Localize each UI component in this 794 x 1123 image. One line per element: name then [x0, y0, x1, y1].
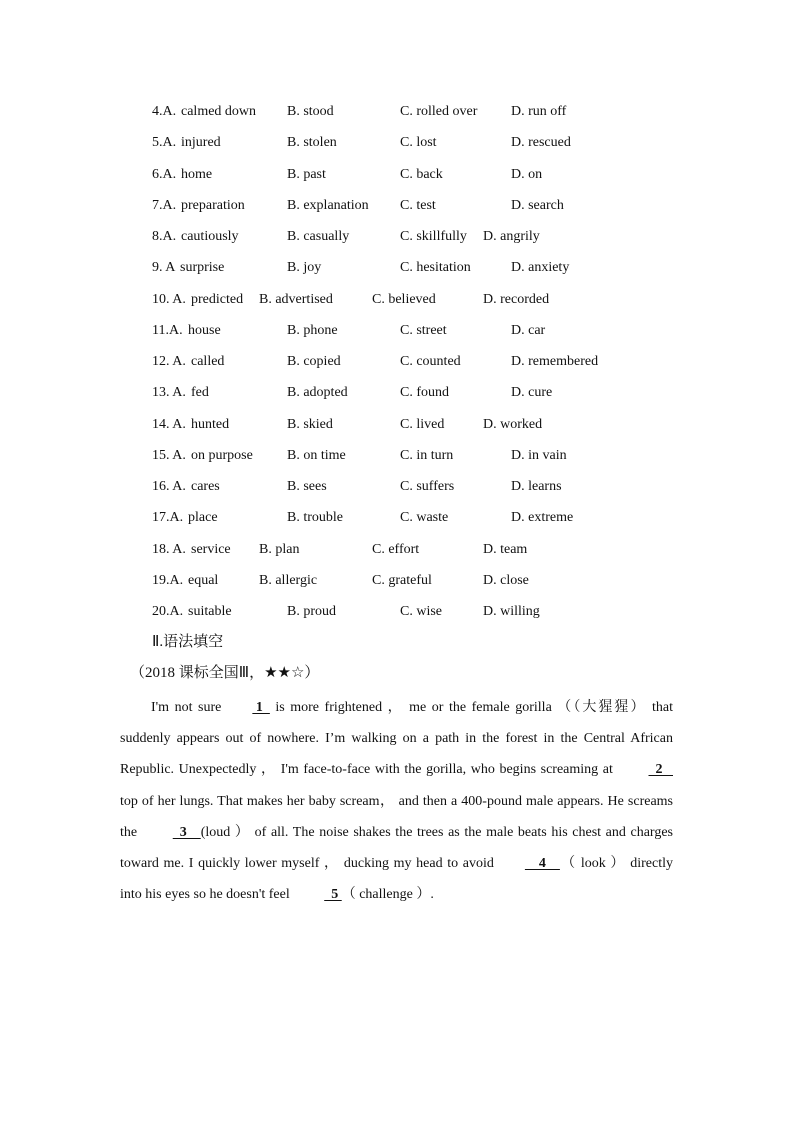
- option-d: D. willing: [483, 604, 540, 619]
- option-b: B. stood: [287, 104, 334, 119]
- option-c: C. suffers: [400, 479, 455, 494]
- blank-4: 4: [524, 856, 560, 872]
- option-a: predicted: [191, 291, 244, 307]
- question-number: 19.A.: [152, 572, 184, 588]
- option-b: B. casually: [287, 229, 350, 244]
- option-b: B. copied: [287, 354, 341, 369]
- option-a: called: [191, 354, 225, 369]
- option-a: preparation: [181, 197, 245, 213]
- option-a: service: [191, 541, 231, 557]
- option-d: D. close: [483, 572, 529, 588]
- option-d: D. remembered: [511, 354, 599, 369]
- option-d: D. worked: [483, 416, 543, 432]
- option-a: surprise: [180, 260, 225, 276]
- option-d: D. car: [511, 322, 546, 338]
- option-d: D. angrily: [483, 229, 540, 244]
- option-c: C. street: [400, 322, 447, 338]
- question-number: 13. A.: [152, 385, 186, 401]
- question-number: 4.A.: [152, 104, 177, 119]
- option-d: D. run off: [511, 104, 567, 119]
- blank-3: 3: [172, 824, 201, 840]
- option-a: calmed down: [181, 104, 257, 119]
- blank-5: 5: [324, 887, 342, 903]
- option-a: home: [181, 166, 213, 182]
- option-d: D. team: [483, 541, 528, 557]
- question-number: 16. A.: [152, 479, 186, 494]
- option-a: on purpose: [191, 447, 253, 463]
- option-c: C. lived: [400, 416, 445, 432]
- option-a: place: [188, 510, 218, 526]
- question-number: 5.A.: [152, 135, 177, 151]
- option-c: C. waste: [400, 510, 449, 526]
- passage-text: is more frightened ， me or the female gorilla （（大猩猩） that suddenly appears out of nowhere. I’m walking on a path in the forest in the Central African Republic. Unexpectedly ， I'm face-to-face with the gorilla, who begins screaming at: [120, 700, 674, 778]
- option-b: B. past: [287, 166, 326, 182]
- option-a: cautiously: [181, 229, 239, 244]
- question-number: 18. A.: [152, 541, 186, 557]
- question-number: 8.A.: [152, 229, 177, 244]
- option-c: C. effort: [372, 541, 420, 557]
- option-b: B. skied: [287, 416, 333, 432]
- question-number: 17.A.: [152, 510, 184, 526]
- passage-text: (loud ） of all. The noise shakes the trees as the male beats his chest and charges toward me. I quickly lower myself ， ducking my head to avoid: [120, 824, 673, 872]
- option-a: hunted: [191, 416, 230, 432]
- option-a: fed: [191, 385, 209, 401]
- option-d: D. cure: [511, 385, 553, 401]
- option-b: B. proud: [287, 604, 336, 619]
- question-number: 11.A.: [152, 322, 183, 338]
- question-number: 12. A.: [152, 354, 186, 369]
- option-c: C. hesitation: [400, 260, 471, 276]
- blank-1: 1: [252, 700, 270, 715]
- option-c: C. believed: [372, 291, 436, 307]
- question-number: 14. A.: [152, 416, 186, 432]
- option-d: D. extreme: [511, 510, 574, 526]
- option-c: C. back: [400, 166, 443, 182]
- option-a: suitable: [188, 604, 232, 619]
- option-b: B. explanation: [287, 197, 369, 213]
- option-a: equal: [188, 572, 219, 588]
- grammar-passage: [120, 692, 673, 910]
- passage-text: I'm not sure: [151, 700, 222, 715]
- option-a: injured: [181, 135, 221, 151]
- option-c: C. counted: [400, 354, 461, 369]
- question-number: 10. A.: [152, 291, 186, 307]
- option-b: B. advertised: [259, 291, 333, 307]
- question-number: 9. A: [152, 260, 176, 276]
- option-a: cares: [191, 479, 220, 494]
- option-b: B. plan: [259, 541, 300, 557]
- option-d: D. in vain: [511, 447, 567, 463]
- option-c: C. wise: [400, 604, 442, 619]
- question-number: 15. A.: [152, 447, 186, 463]
- passage-text: top of her lungs. That makes her baby scream， and then a 400-pound male appears. He screams the: [120, 793, 673, 840]
- option-d: D. anxiety: [511, 260, 570, 276]
- option-b: B. adopted: [287, 385, 348, 401]
- section-source: （2018 课标全国Ⅲ，★★☆）: [130, 665, 320, 681]
- option-b: B. trouble: [287, 510, 343, 526]
- option-d: D. on: [511, 166, 543, 182]
- option-c: C. test: [400, 197, 436, 213]
- option-b: B. sees: [287, 479, 327, 494]
- option-b: B. allergic: [259, 572, 318, 588]
- option-a: house: [188, 322, 221, 338]
- option-c: C. skillfully: [400, 229, 467, 244]
- section-heading: Ⅱ.语法填空: [152, 634, 224, 650]
- option-c: C. in turn: [400, 447, 454, 463]
- option-d: D. search: [511, 197, 564, 213]
- option-d: D. learns: [511, 479, 562, 494]
- question-number: 6.A.: [152, 166, 177, 182]
- option-b: B. phone: [287, 322, 338, 338]
- option-c: C. lost: [400, 135, 437, 151]
- option-b: B. stolen: [287, 135, 337, 151]
- blank-2: 2: [648, 762, 673, 778]
- question-number: 20.A.: [152, 604, 184, 619]
- option-c: C. rolled over: [400, 104, 478, 119]
- option-c: C. found: [400, 385, 449, 401]
- question-number: 7.A.: [152, 197, 177, 213]
- option-c: C. grateful: [372, 572, 432, 588]
- passage-text: （ look ） directly into his eyes so he doesn't feel: [120, 856, 673, 903]
- option-b: B. on time: [287, 447, 346, 463]
- option-d: D. recorded: [483, 291, 550, 307]
- option-b: B. joy: [287, 260, 322, 276]
- option-d: D. rescued: [511, 135, 571, 151]
- passage-text: （ challenge ）.: [341, 887, 434, 903]
